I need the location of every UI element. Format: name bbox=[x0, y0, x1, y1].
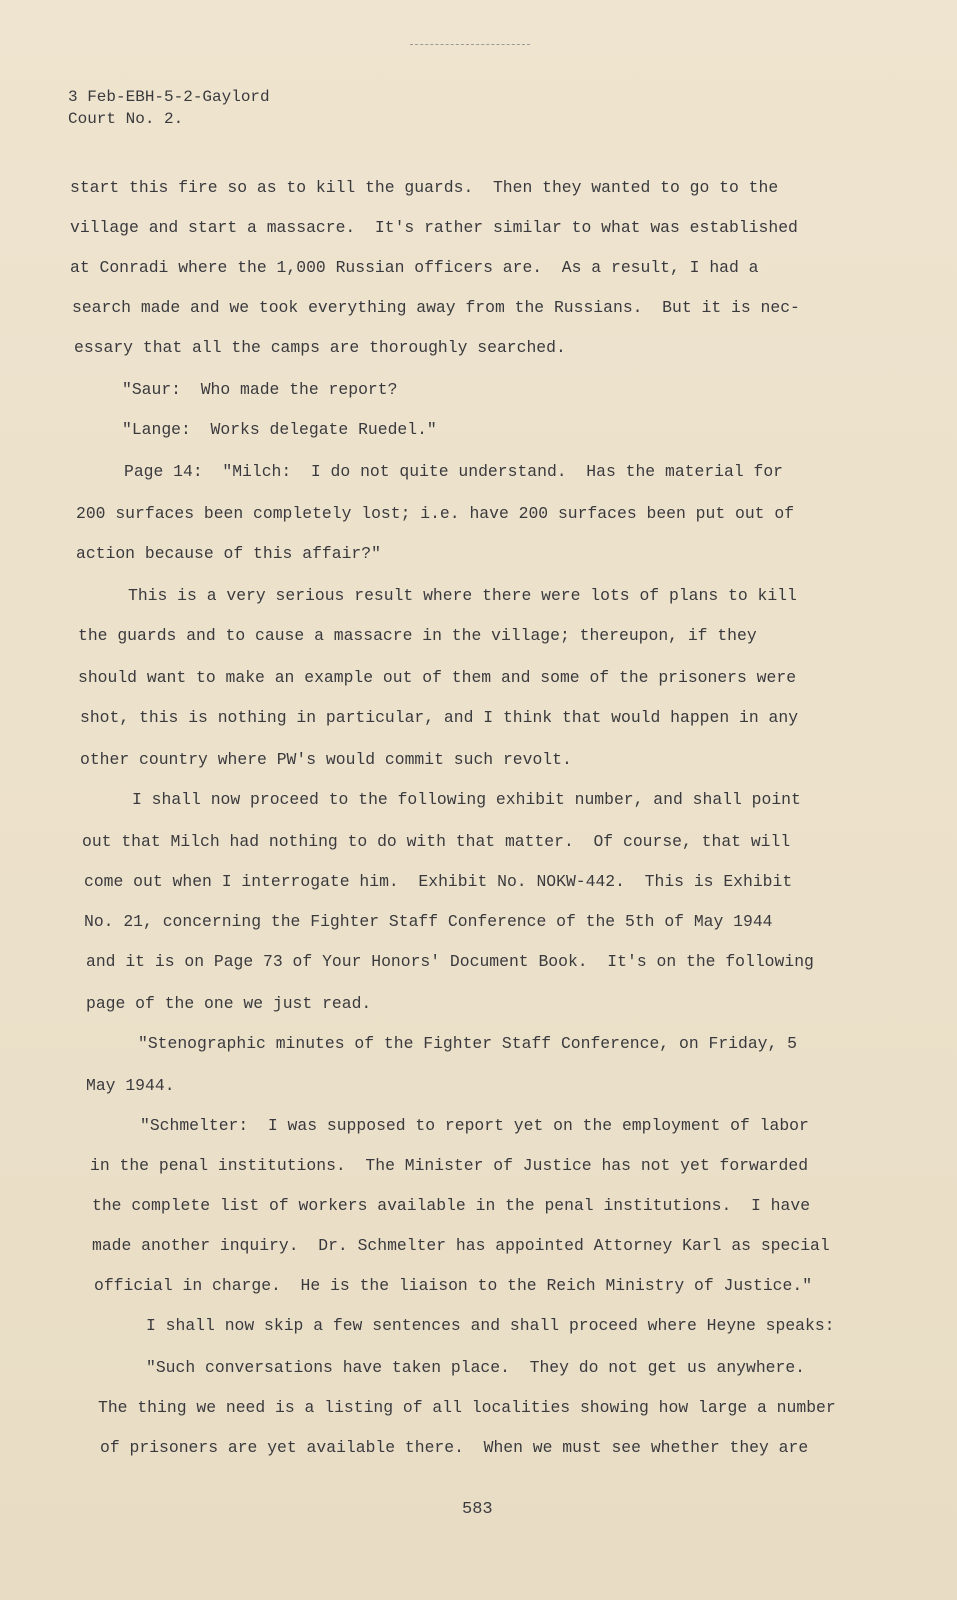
text-line: other country where PW's would commit such revolt. bbox=[80, 750, 572, 769]
text-line: Page 14: "Milch: I do not quite understand. Has the material for bbox=[124, 462, 784, 481]
text-line: of prisoners are yet available there. When we must see whether they are bbox=[100, 1438, 809, 1457]
text-line: "Such conversations have taken place. They do not get us anywhere. bbox=[146, 1358, 806, 1377]
text-line: 200 surfaces been completely lost; i.e. have 200 surfaces been put out of bbox=[76, 504, 795, 523]
text-line: the complete list of workers available in the penal institutions. I have bbox=[92, 1196, 811, 1215]
text-line: essary that all the camps are thoroughly searched. bbox=[74, 338, 566, 357]
text-line: and it is on Page 73 of Your Honors' Document Book. It's on the following bbox=[86, 952, 814, 971]
text-line: action because of this affair?" bbox=[76, 544, 381, 563]
header-line-2: Court No. 2. bbox=[68, 110, 184, 128]
text-line: page of the one we just read. bbox=[86, 994, 372, 1013]
scan-mark bbox=[410, 44, 530, 46]
text-line: The thing we need is a listing of all localities showing how large a number bbox=[98, 1398, 836, 1417]
text-line: village and start a massacre. It's rather similar to what was established bbox=[70, 218, 798, 237]
text-line: the guards and to cause a massacre in the village; thereupon, if they bbox=[78, 626, 757, 645]
text-line: start this fire so as to kill the guards. Then they wanted to go to the bbox=[70, 178, 779, 197]
text-line: "Lange: Works delegate Ruedel." bbox=[122, 420, 437, 439]
text-line: I shall now proceed to the following exhibit number, and shall point bbox=[132, 790, 801, 809]
text-line: May 1944. bbox=[86, 1076, 175, 1095]
text-line: made another inquiry. Dr. Schmelter has appointed Attorney Karl as special bbox=[92, 1236, 830, 1255]
text-line: come out when I interrogate him. Exhibit No. NOKW-442. This is Exhibit bbox=[84, 872, 793, 891]
text-line: official in charge. He is the liaison to the Reich Ministry of Justice." bbox=[94, 1276, 813, 1295]
text-line: "Stenographic minutes of the Fighter Staff Conference, on Friday, 5 bbox=[138, 1034, 798, 1053]
page-number: 583 bbox=[462, 1500, 493, 1519]
text-line: should want to make an example out of them and some of the prisoners were bbox=[78, 668, 797, 687]
text-line: I shall now skip a few sentences and shall proceed where Heyne speaks: bbox=[146, 1316, 835, 1335]
text-line: out that Milch had nothing to do with that matter. Of course, that will bbox=[82, 832, 791, 851]
document-header bbox=[68, 86, 270, 130]
text-line: search made and we took everything away from the Russians. But it is nec- bbox=[72, 298, 800, 317]
text-line: in the penal institutions. The Minister of Justice has not yet forwarded bbox=[90, 1156, 809, 1175]
text-line: at Conradi where the 1,000 Russian officers are. As a result, I had a bbox=[70, 258, 759, 277]
text-line: This is a very serious result where there were lots of plans to kill bbox=[128, 586, 797, 605]
text-line: "Saur: Who made the report? bbox=[122, 380, 398, 399]
header-line-1: 3 Feb-EBH-5-2-Gaylord bbox=[68, 88, 270, 106]
text-line: "Schmelter: I was supposed to report yet on the employment of labor bbox=[140, 1116, 809, 1135]
text-line: No. 21, concerning the Fighter Staff Conference of the 5th of May 1944 bbox=[84, 912, 773, 931]
text-line: shot, this is nothing in particular, and I think that would happen in any bbox=[80, 708, 799, 727]
